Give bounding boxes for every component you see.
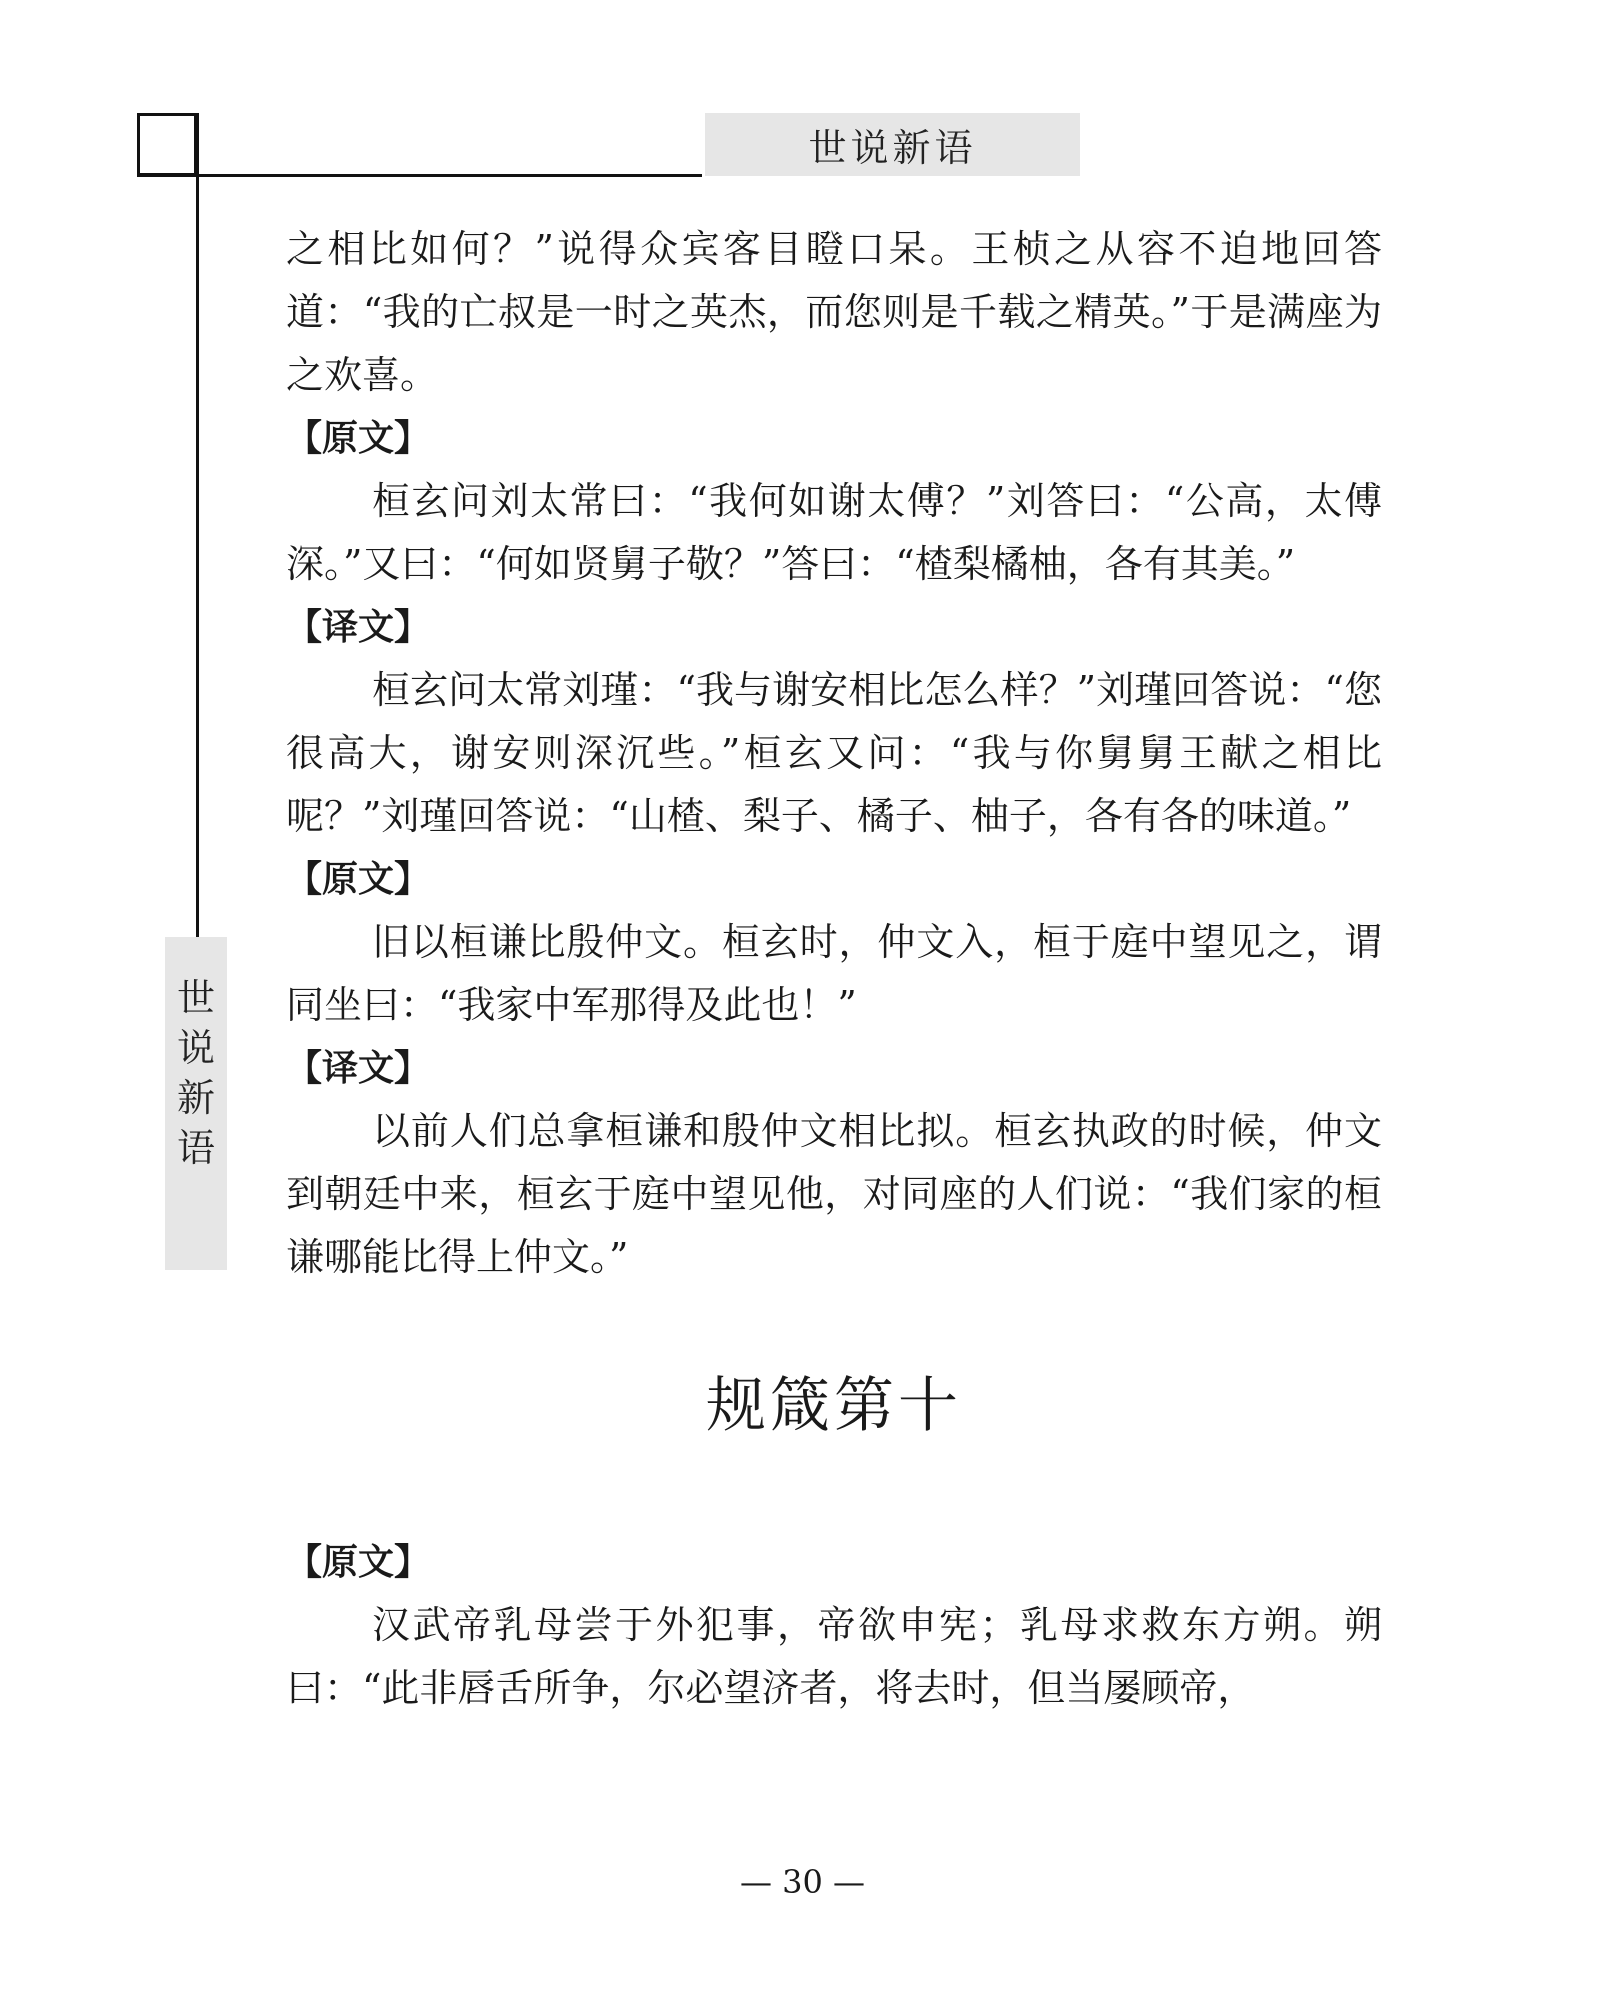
page-number: — 30 — xyxy=(739,1863,866,1901)
section-label: 【译文】 xyxy=(286,607,431,648)
section-label: 【原文】 xyxy=(286,1542,431,1583)
running-header-title: 世说新语 xyxy=(808,126,977,170)
section-label: 【原文】 xyxy=(286,418,431,459)
section-label: 【译文】 xyxy=(286,1048,431,1089)
paragraph: 以前人们总拿桓谦和殷仲文相比拟。桓玄执政的时候，仲文到朝廷中来，桓玄于庭中望见他，对同座的人们说：“我们家的桓谦哪能比得上仲文。” xyxy=(286,1109,1382,1279)
chapter-title: 规箴第十 xyxy=(706,1371,962,1441)
section-label: 【原文】 xyxy=(286,859,431,900)
paragraph: 桓玄问太常刘瑾：“我与谢安相比怎么样？”刘瑾回答说：“您很高大，谢安则深沉些。”桓玄又问：“我与你舅舅王献之相比呢？”刘瑾回答说：“山楂、梨子、橘子、柚子，各有各的味道。” xyxy=(286,668,1382,838)
header-rule xyxy=(137,174,702,177)
paragraph: 之相比如何？”说得众宾客目瞪口呆。王桢之从容不迫地回答道：“我的亡叔是一时之英杰，而您则是千载之精英。”于是满座为之欢喜。 xyxy=(286,227,1382,397)
side-tab-char: 说 xyxy=(176,1026,215,1070)
side-tab-char: 语 xyxy=(176,1126,215,1170)
paragraph: 旧以桓谦比殷仲文。桓玄时，仲文入，桓于庭中望见之，谓同坐曰：“我家中军那得及此也！” xyxy=(286,920,1382,1027)
paragraph: 汉武帝乳母尝于外犯事，帝欲申宪；乳母求救东方朔。朔曰：“此非唇舌所争，尔必望济者，将去时，但当屡顾帝， xyxy=(286,1603,1382,1710)
side-tab-char: 新 xyxy=(176,1076,215,1120)
paragraph: 桓玄问刘太常曰：“我何如谢太傅？”刘答曰：“公高，太傅深。”又曰：“何如贤舅子敬？”答曰：“楂梨橘柚，各有其美。” xyxy=(286,479,1382,586)
running-header xyxy=(705,113,1080,176)
margin-rule xyxy=(196,113,199,938)
side-tab-char: 世 xyxy=(176,976,215,1020)
side-tab xyxy=(165,937,227,1270)
page-body xyxy=(286,218,1382,1720)
header-corner-box xyxy=(137,113,197,176)
